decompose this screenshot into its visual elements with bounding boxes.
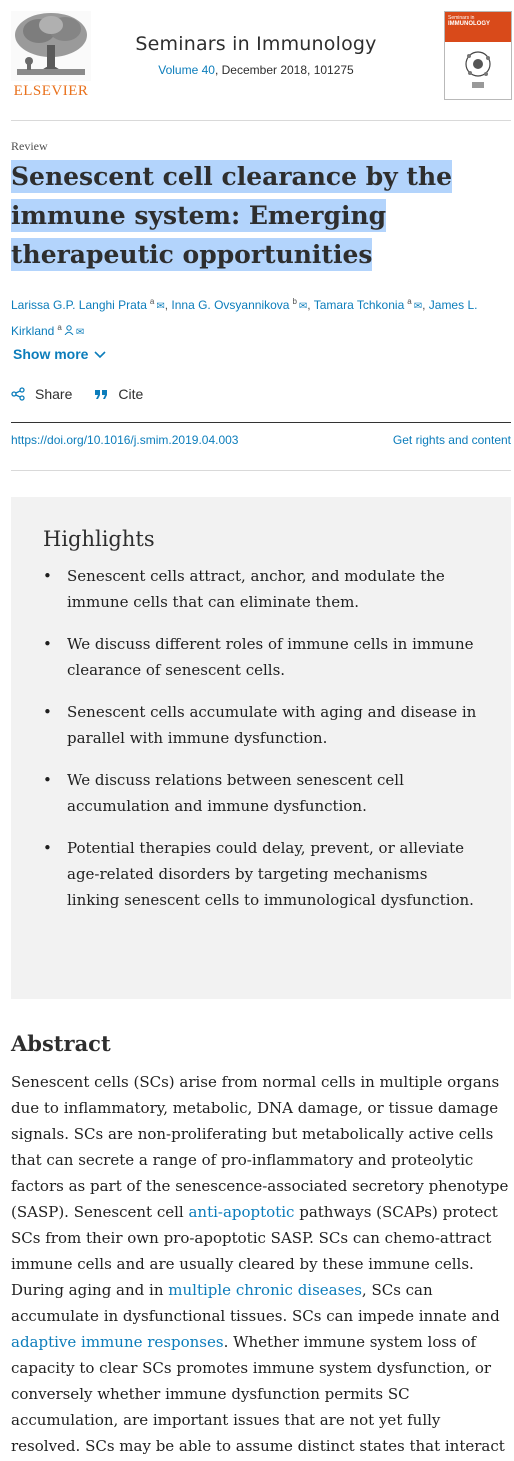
share-button[interactable] (11, 386, 72, 402)
highlights-list (43, 563, 479, 913)
issue-date: , December 2018, 101275 (214, 63, 354, 77)
list-item (43, 699, 479, 751)
article-title (11, 157, 511, 274)
mail-icon[interactable]: ✉ (156, 301, 165, 312)
highlight-text: Senescent cells accumulate with aging and disease in parallel with immune dysfunction. (67, 703, 477, 747)
affiliation-marker[interactable]: b (292, 297, 297, 306)
journal-info (106, 33, 406, 77)
list-item (43, 631, 479, 683)
author-name[interactable]: Inna G. Ovsyannikova (171, 298, 290, 312)
actions-divider (11, 422, 511, 423)
mail-icon[interactable]: ✉ (413, 301, 423, 312)
list-item (43, 767, 479, 819)
topic-link-anti-apoptotic[interactable]: anti-apoptotic (188, 1203, 295, 1221)
topic-link-adaptive-immune[interactable]: adaptive immune responses (11, 1333, 224, 1351)
mail-icon[interactable]: ✉ (298, 301, 308, 312)
rights-link[interactable]: Get rights and content (392, 433, 511, 447)
author-name[interactable]: James L. Kirkland (11, 298, 478, 338)
bullet-icon: • (43, 567, 52, 585)
highlights-heading: Highlights (43, 527, 155, 551)
quote-icon (94, 388, 108, 400)
highlight-text: We discuss different roles of immune cells in immune clearance of senescent cells. (67, 635, 474, 679)
elsevier-tree-icon (11, 11, 91, 81)
bullet-icon: • (43, 703, 52, 721)
header-divider (11, 120, 511, 121)
mail-icon[interactable]: ✉ (75, 327, 85, 338)
doi-link[interactable]: https://doi.org/10.1016/j.smim.2019.04.003 (11, 433, 239, 447)
abstract-segment: Senescent cells (SCs) arise from normal cells in multiple organs due to inflammatory, metabolic, DNA damage, or tissue damage signals. SCs are non-proliferating but metabolically active cells that can secrete a range of pro-inflammatory and proteolytic factors as part of the senescence-associated secretory phenotype (SASP). Senescent cell (11, 1073, 509, 1221)
bullet-icon: • (43, 635, 52, 653)
show-more-button[interactable] (13, 346, 106, 362)
show-more-label: Show more (13, 346, 89, 362)
share-label: Share (35, 386, 73, 402)
chevron-down-icon (94, 351, 106, 359)
highlights-box (11, 497, 511, 999)
affiliation-marker[interactable]: a (407, 297, 412, 306)
person-icon[interactable] (64, 322, 74, 343)
article-actions (11, 386, 143, 402)
elsevier-logo[interactable] (11, 11, 91, 101)
author-name[interactable]: Larissa G.P. Langhi Prata (11, 298, 147, 312)
highlight-text: We discuss relations between senescent cell accumulation and immune dysfunction. (67, 771, 404, 815)
publisher-name: ELSEVIER (13, 83, 89, 99)
journal-issue-meta (106, 63, 406, 77)
affiliation-marker[interactable]: a (57, 323, 62, 332)
doi-row (11, 433, 511, 447)
affiliation-marker[interactable]: a (149, 297, 155, 306)
bullet-icon: • (43, 771, 52, 789)
abstract-heading: Abstract (11, 1031, 111, 1056)
highlight-text: Senescent cells attract, anchor, and modulate the immune cells that can eliminate them. (67, 567, 445, 611)
cover-line-2: IMMUNOLOGY (448, 21, 490, 27)
share-icon (11, 387, 25, 401)
bullet-icon: • (43, 839, 52, 857)
abstract-segment: , SCs can accumulate in dysfunctional tissues. SCs can impede innate and (11, 1281, 500, 1325)
abstract-segment: . Whether immune system loss of capacity to clear SCs promotes immune system dysfunction, or conversely whether immune dysfunction permits SC accumulation, are important issues that are not yet fully resolved. SCs may be able to assume distinct states that interact (11, 1333, 505, 1455)
journal-header (11, 11, 511, 103)
cover-illustration-icon (458, 46, 498, 92)
topic-link-chronic-diseases[interactable]: multiple chronic diseases (168, 1281, 362, 1299)
cite-button[interactable] (94, 386, 143, 402)
list-item (43, 835, 479, 913)
cover-line-1: Seminars in (448, 15, 475, 21)
journal-title[interactable]: Seminars in Immunology (135, 33, 377, 55)
list-item (43, 563, 479, 615)
volume-link[interactable]: Volume 40 (158, 63, 215, 77)
doi-divider (11, 470, 511, 471)
author-name[interactable]: Tamara Tchkonia (313, 298, 405, 312)
article-title-text: Senescent cell clearance by the immune system: Emerging therapeutic opportunities (11, 162, 453, 269)
cite-label: Cite (118, 386, 144, 402)
journal-cover[interactable] (444, 11, 512, 100)
abstract-text (11, 1069, 511, 1459)
cover-banner (445, 12, 511, 42)
abstract-segment: pathways (SCAPs) protect SCs from their own pro-apoptotic SASP. SCs can chemo-attract immune cells and are usually cleared by these immune cells. During aging and in (11, 1203, 498, 1299)
highlight-text: Potential therapies could delay, prevent, or alleviate age-related disorders by targeting mechanisms linking senescent cells to immunological dysfunction. (67, 839, 474, 909)
author-list: Larissa G.P. Langhi Prata $^a$ ✉, Inna G. Ovsyannikova $^b$ ✉, Tamara Tchkonia $^a$ ✉, James L. Kirkland $^a$ ✉ (11, 291, 511, 343)
article-type: Review (11, 139, 48, 153)
